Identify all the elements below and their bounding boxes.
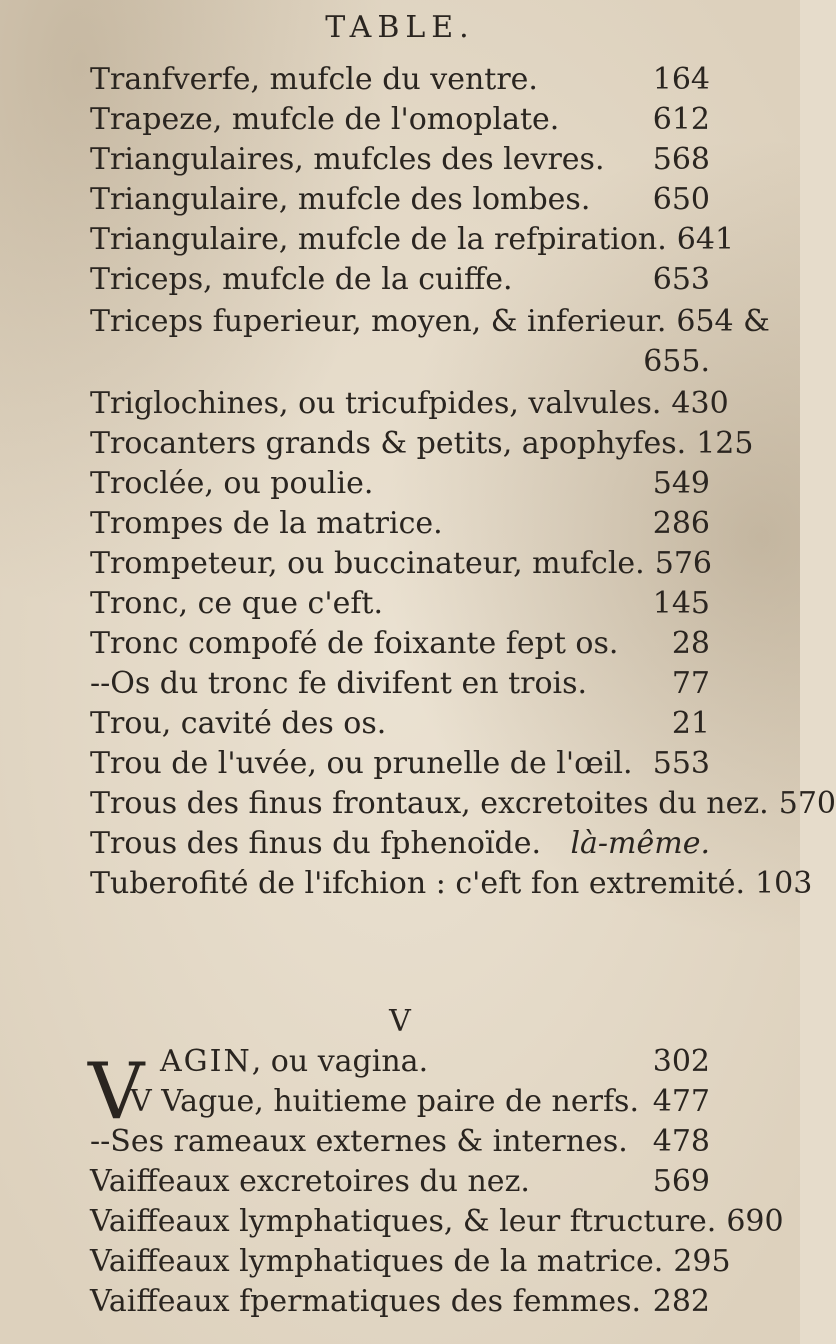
entry-term: Troclée, ou poulie. <box>90 466 374 501</box>
index-entry <box>90 1282 710 1322</box>
index-entry <box>90 864 813 904</box>
index-entry <box>90 1202 784 1242</box>
entry-page: 125 <box>696 426 754 461</box>
entry-page: 569 <box>652 1164 710 1199</box>
entry-page: 295 <box>673 1244 731 1279</box>
entry-page: 164 <box>652 62 710 97</box>
entry-page: 282 <box>652 1284 710 1319</box>
entry-term: Trapeze, mufcle de l'omoplate. <box>90 102 560 137</box>
entry-term: Tuberofité de l'ifchion : c'eft fon extremité. <box>90 866 746 901</box>
entry-page: 478 <box>652 1124 710 1159</box>
entry-page: 641 <box>676 222 735 257</box>
entry-page: 650 <box>652 182 710 217</box>
entry-term: Trou, cavité des os. <box>90 706 387 741</box>
entry-term: Tranfverfe, mufcle du ventre. <box>90 62 538 97</box>
index-entry <box>90 60 710 100</box>
index-entry <box>90 624 710 664</box>
entry-term: Trou de l'uvée, ou prunelle de l'œil. <box>90 746 633 781</box>
entry-page: 553 <box>652 746 710 781</box>
entry-term: V Vague, huitieme paire de nerfs. <box>130 1084 639 1119</box>
entry-term: Vaiffeaux lymphatiques, & leur ftructure. <box>90 1204 717 1239</box>
index-entry <box>90 1242 731 1282</box>
entry-term: --Os du tronc fe divifent en trois. <box>90 666 588 701</box>
entry-page: 430 <box>671 386 729 421</box>
entry-term-smallcaps: AGIN <box>160 1044 252 1079</box>
entry-term: Triceps fuperieur, moyen, & inferieur. <box>90 304 667 339</box>
index-entry <box>90 1122 710 1162</box>
index-entry <box>90 1162 710 1202</box>
entry-page: 145 <box>652 586 710 621</box>
index-entry <box>90 464 710 504</box>
entry-term: Trompes de la matrice. <box>90 506 443 541</box>
index-entry <box>90 260 710 300</box>
entry-page: 77 <box>671 666 710 701</box>
entry-page: 21 <box>671 706 710 741</box>
entry-page: 302 <box>652 1044 710 1079</box>
index-entry <box>90 180 710 220</box>
entry-term: Vaiffeaux lymphatiques de la matrice. <box>90 1244 664 1279</box>
entry-term: Triangulaires, mufcles des levres. <box>90 142 605 177</box>
index-entry <box>90 220 735 260</box>
entry-term: Triangulaire, mufcle de la refpiration. <box>90 222 667 257</box>
entry-term: Trous des finus du fphenoïde. <box>90 826 542 861</box>
entry-term-rest: , ou vagina. <box>251 1044 429 1079</box>
index-entry <box>90 664 710 704</box>
entry-term: --Ses rameaux externes & internes. <box>90 1124 628 1159</box>
index-entry <box>90 384 729 424</box>
index-entry <box>130 1082 710 1122</box>
index-entry <box>90 140 710 180</box>
entry-term: Trompeteur, ou buccinateur, mufcle. <box>90 546 645 581</box>
entry-term: Tronc compofé de foixante fept os. <box>90 626 619 661</box>
entry-term: Vaiffeaux excretoires du nez. <box>90 1164 530 1199</box>
index-entry <box>160 1042 710 1082</box>
entry-term: Tronc, ce que c'eft. <box>90 586 384 621</box>
entry-page: 690 <box>726 1204 784 1239</box>
index-entry <box>90 504 710 544</box>
entry-page: 570 <box>778 786 836 821</box>
entry-page: 28 <box>671 626 710 661</box>
section-letter: V <box>389 1004 411 1039</box>
entry-term: Trous des finus frontaux, excretoites du nez. <box>90 786 769 821</box>
index-entry <box>90 100 710 140</box>
entry-page: là-même. <box>570 826 710 861</box>
entry-page: 576 <box>654 546 712 581</box>
index-entry <box>90 342 710 382</box>
entry-page: 477 <box>652 1084 710 1119</box>
entry-term: Vaiffeaux fpermatiques des femmes. <box>90 1284 642 1319</box>
page-header: TABLE. <box>325 10 475 45</box>
entry-page: 653 <box>652 262 710 297</box>
index-entry <box>90 704 710 744</box>
entry-page: 654 & <box>676 304 770 339</box>
index-entry <box>90 544 710 584</box>
index-entry <box>90 784 836 824</box>
entry-page: 612 <box>652 102 710 137</box>
index-entry <box>90 744 710 784</box>
index-entry <box>90 584 710 624</box>
index-entry <box>90 824 710 864</box>
entry-term: Triglochines, ou tricufpides, valvules. <box>90 386 662 421</box>
drop-cap: V <box>88 1047 145 1137</box>
entry-term <box>160 1042 428 1082</box>
entry-page: 655. <box>643 344 710 379</box>
index-entry <box>90 302 770 342</box>
entry-page: 568 <box>652 142 710 177</box>
entry-term: Trocanters grands & petits, apophyfes. <box>90 426 687 461</box>
entry-page: 549 <box>652 466 710 501</box>
entry-term: Triceps, mufcle de la cuiffe. <box>90 262 513 297</box>
entry-page: 103 <box>755 866 813 901</box>
entry-page: 286 <box>652 506 710 541</box>
index-entry <box>90 424 754 464</box>
entry-term: Triangulaire, mufcle des lombes. <box>90 182 591 217</box>
